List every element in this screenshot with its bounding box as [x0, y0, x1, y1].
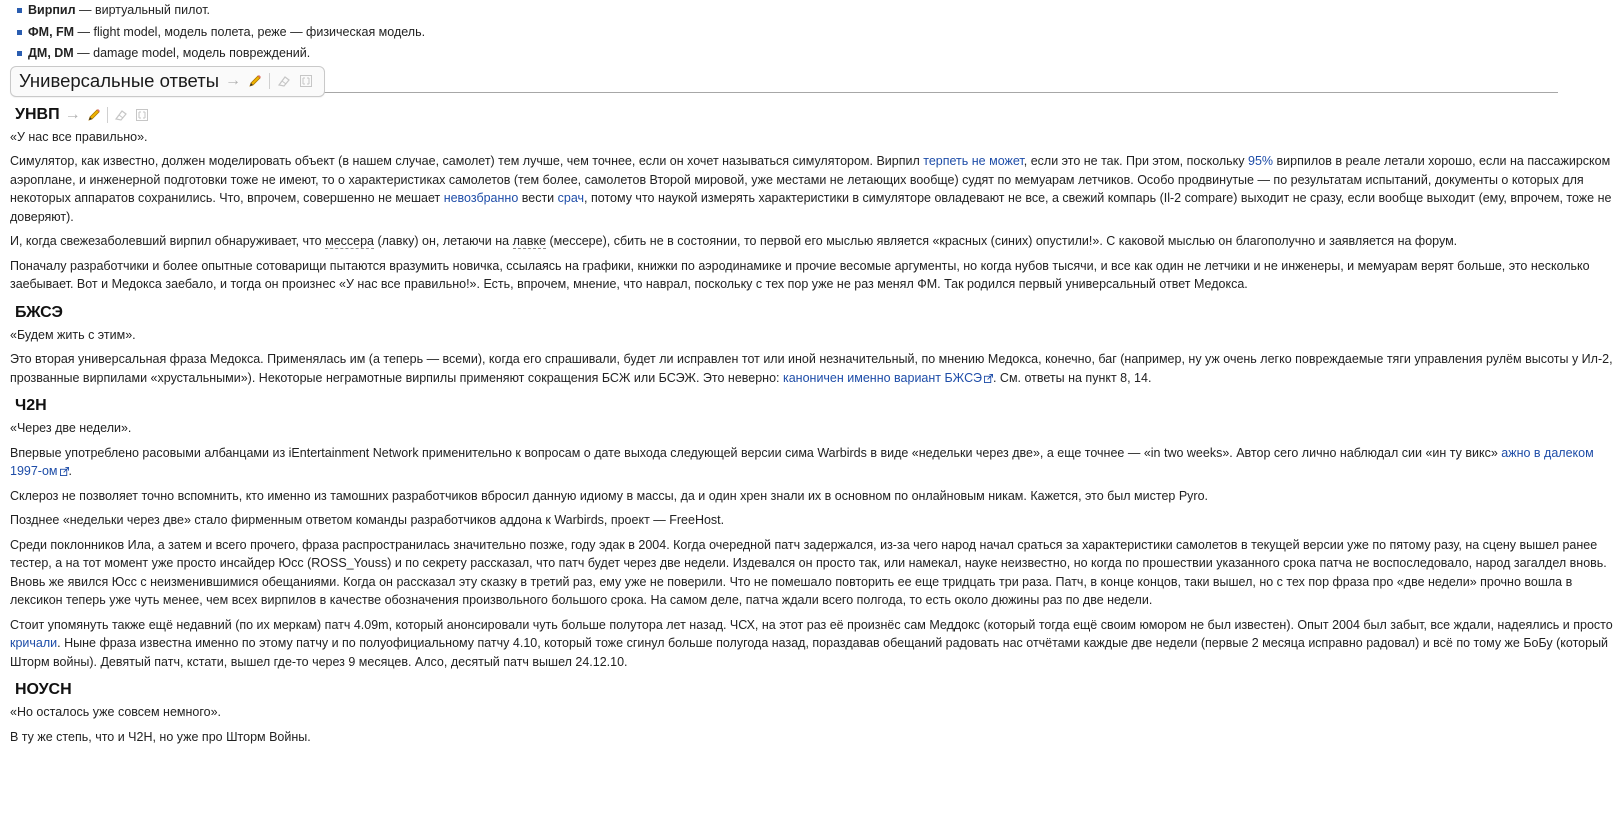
link-krichali[interactable]: кричали [10, 636, 58, 650]
paragraph: И, когда свежезаболевший вирпил обнаруживает, что мессера (лавку) он, летаючи на лавке (мессере), сбить не в состоянии, то первой его мыслью является «красных (синих) опустили!». С каковой мыслью он благополучно и заявляется на форум. [10, 234, 1458, 248]
tooltip-term[interactable]: лавке [512, 234, 547, 248]
subsection-heading-bzhse [10, 300, 1614, 326]
subsection-title: БЖСЭ [15, 303, 63, 321]
term-abbr: ДМ, DM [28, 46, 74, 60]
paragraph: Это вторая универсальная фраза Медокса. Применялась им (а теперь — всеми), когда его спрашивали, будет ли исправлен тот или иной незначительный, по мнению Медокса, конечно, баг (например, ну уж очень легко повреждаемые тяги управления рулём высоты у Ил-2, прозванные вирпилами «хрустальными»). Некоторые неграмотные вирпилы применяют сокращения БСЖ или БСЭЖ. Это неверно: каноничен именно вариант БЖСЭ . См. ответы на пункт 8, 14. [10, 352, 1613, 385]
paragraph: Симулятор, как известно, должен моделировать объект (в нашем случае, самолет) тем лучше, чем точнее, если он хочет называться симулятором. Вирпил терпеть не может, если это не так. При этом, поскольку 95% вирпилов в реале летали хорошо, если на пассажирском аэроплане, и инженерной подготовки тоже не имеют, то о характеристиках самолетов (тем более, самолетов Второй мировой, уже местами не летающих вообще) судят по мемуарам летчиков. Особо продвинутые — по результатам испытаний, документы о которых для некоторых аппаратов сохранились. Что, впрочем, совершенно не мешает невозбранно вести срач, потому что наукой измерять характеристики в симуляторе овладевают не все, а свежий компарь (Il-2 compare) выходит не сразу, если вообще выходит (ему, впрочем, тоже не доверяют). [10, 154, 1612, 224]
divider [269, 73, 270, 89]
quote: «Будем жить с этим». [10, 327, 136, 342]
subsection-heading-ch2n [10, 393, 1614, 419]
paragraph: Позднее «недельки через две» стало фирменным ответом команды разработчиков аддона к Warbirds, проект — FreeHost. [10, 513, 725, 527]
quote: «Через две недели». [10, 421, 132, 435]
source-edit-icon[interactable] [298, 73, 314, 89]
paragraph: Поначалу разработчики и более опытные сотоварищи пытаются вразумить новичка, ссылаясь на графики, книжки по аэродинамике и прочие весомые аргументы, но когда нубов тысячи, и все как один не летчики и не инженеры, и мемуарам верят больше, это несколько заебывает. Вот и Медокса заебало, и тогда он произнес «У нас все правильно!». Есть, впрочем, мнение, что наврал, поскольку с тех пор уже не раз менял ФМ. Так родился первый универсальный ответ Медокса. [10, 258, 1590, 291]
subsection-heading-nousn [10, 677, 1614, 703]
term-abbr: ФМ, FM [28, 24, 75, 39]
subsection-title: УНВП [15, 105, 60, 123]
link-srach[interactable]: срач [557, 191, 585, 205]
quote: «Но осталось уже совсем немного». [10, 705, 222, 719]
paragraph: Среди поклонников Ила, а затем и всего прочего, фраза распространилась значительно позже, году эдак в 2004. Когда очередной патч задержался, из-за чего народ начал сраться за характеристики самолетов в текущей версии уже по пятому разу, на сцену вышел ранее тестер, а на тот момент уже просто инсайдер Юсс (ROSS_Youss) и по секрету рассказал, что патч будет через две недели. Издевался он просто так, или намекал, науке неизвестно, но когда по прошествии указанного срока патча не воспоследовало, народ загалдел вновь. Вновь же явился Юсс с неизменившимися обещаниями. Когда он рассказал эту сказку в третий раз, ему уже не поверили. Что не помешало повторить ее еще тридцать три раза. Патч, в конце концов, таки вышел, но с тех пор фраза про «две недели» прочно вошла в лексикон теперь уже чуть менее, чем всех вирпилов в качестве обозначения произвольного большого срока. На самом деле, патча ждали всего полгода, то есть около дюжины раз по две недели. [10, 537, 1607, 607]
terms-list [10, 0, 1614, 65]
paragraph: Впервые употреблено расовыми албанцами из iEntertainment Network применительно к вопросам о дате выхода следующей версии сима Warbirds в виде «недельки через две», а еще точнее — «in two weeks». Автор сего лично наблюдал сии «ин ту викс» ажно в далеком 1997-ом . [10, 445, 1594, 478]
tooltip-term[interactable]: мессера [325, 234, 374, 248]
link-variant-bzhse[interactable]: именно вариант БЖСЭ [847, 370, 982, 385]
external-link-icon [984, 374, 993, 383]
section-title: Универсальные ответы [19, 69, 220, 91]
eraser-icon[interactable] [276, 73, 292, 89]
paragraph: Склероз не позволяет точно вспомнить, кто именно из тамошних разработчиков вбросил данную идиому в массы, да и один хрен знали их в основном по онлайновым никам. Кажется, это был мистер Pyro. [10, 488, 1208, 503]
section-heading-box [10, 66, 325, 97]
subsection-heading-unvp [10, 102, 1614, 128]
link-kanonichen[interactable]: каноничен [782, 370, 844, 385]
pencil-edit-icon[interactable] [247, 73, 263, 89]
link-terpet[interactable]: терпеть не может [923, 154, 1024, 168]
term-desc: — flight model, модель полета, реже — физическая модель. [74, 24, 426, 39]
subsection-title: НОУСН [15, 681, 72, 698]
subsection-title: Ч2Н [15, 397, 47, 414]
quote: «У нас все правильно». [10, 129, 148, 144]
paragraph: В ту же степь, что и Ч2Н, но уже про Шторм Войны. [10, 729, 311, 744]
arrow-icon: → [225, 71, 242, 89]
external-link-icon [60, 467, 69, 476]
link-nevozbranno[interactable]: невозбранно [443, 191, 519, 205]
list-item [28, 22, 1614, 44]
link-1997[interactable]: ажно в далеком 1997-ом [10, 445, 1594, 478]
term-desc: — damage model, модель повреждений. [73, 46, 311, 60]
term-abbr: Вирпил [28, 3, 76, 17]
source-edit-icon[interactable] [134, 107, 150, 123]
list-item [28, 0, 1614, 22]
heading-rule [320, 92, 1558, 93]
eraser-icon[interactable] [113, 107, 129, 123]
divider [107, 107, 108, 123]
term-desc: — виртуальный пилот. [75, 3, 211, 17]
link-95[interactable]: 95% [1248, 154, 1274, 168]
paragraph: Стоит упомянуть также ещё недавний (по их меркам) патч 4.09m, который анонсировали чуть больше полутора лет назад. ЧСХ, на этот раз её произнёс сам Меддокс (который тогда ещё своим юмором не был известен). Опыт 2004 был забыт, все ждали, надеялись и просто кричали. Ныне фраза известна именно по этому патчу и по полуофициальному патчу 4.10, который тоже сгинул больше полугода назад, пораздавав обещаний радовать нас отчётами каждые две недели (первые 2 месяца исправно радовал) и всё по тому же БоБу (который Шторм войны). Девятый патч, кстати, вышел где-то через 9 месяцев. Алсо, десятый патч вышел 24.12.10. [10, 617, 1613, 669]
section-heading [10, 66, 1614, 102]
arrow-icon: → [64, 105, 81, 123]
list-item [28, 43, 1614, 65]
pencil-edit-icon[interactable] [86, 107, 102, 123]
